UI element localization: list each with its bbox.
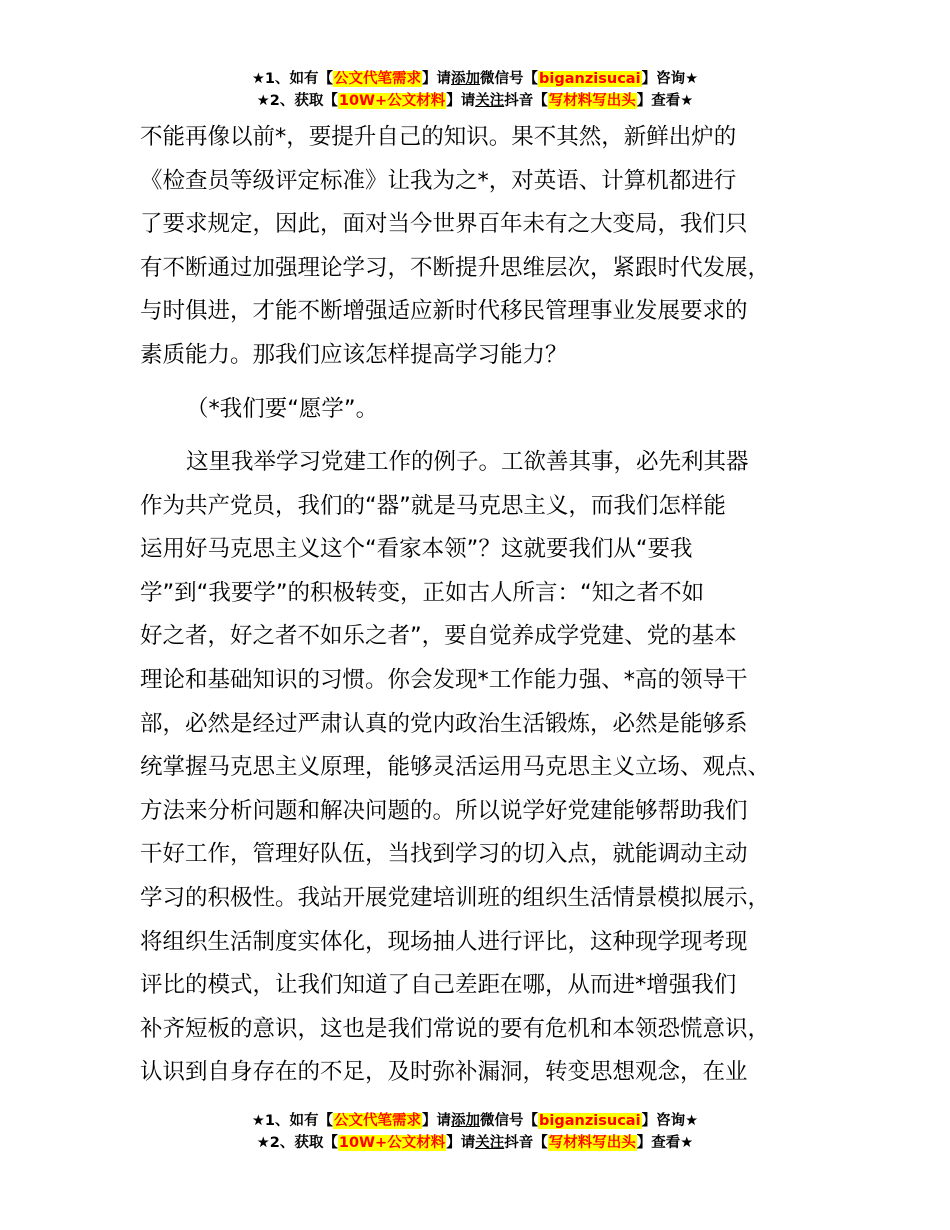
paragraph-1 — [140, 116, 832, 378]
banner-highlight: 写材料写出头 — [548, 93, 636, 109]
text-line: 部，必然是经过严肃认真的党内政治生活锻炼，必然是能够系 — [140, 710, 748, 737]
banner-emphasis: 添加 — [451, 1113, 481, 1129]
banner-text: 】查看★ — [636, 93, 694, 109]
banner-text: 】请 — [422, 71, 452, 87]
text-line: 统掌握马克思主义原理，能够灵活运用马克思主义立场、观点、 — [140, 754, 771, 781]
paragraph-3 — [140, 441, 832, 1095]
text-line: 《检查员等级评定标准》让我为之*，对英语、计算机都进行 — [140, 167, 737, 194]
banner-text: 抖音【 — [504, 93, 548, 109]
banner-text: 】咨询★ — [641, 71, 699, 87]
text-line: 方法来分析问题和解决问题的。所以说学好党建能够帮助我们 — [140, 797, 748, 824]
paragraph-2 — [140, 388, 832, 432]
banner-text: 】请 — [422, 1113, 452, 1129]
banner-text: 抖音【 — [504, 1135, 548, 1151]
banner-text: 微信号【 — [480, 1113, 539, 1129]
text-line: 不能再像以前*，要提升自己的知识。果不其然，新鲜出炉的 — [140, 124, 737, 150]
banner-line-2 — [0, 90, 950, 112]
banner-emphasis: 添加 — [451, 71, 481, 87]
banner-highlight: 10W+公文材料 — [338, 93, 446, 109]
banner-highlight: biganzisucai — [539, 71, 641, 87]
text-line: 作为共产党员，我们的“器”就是马克思主义，而我们怎样能 — [140, 492, 726, 519]
text-line: 学”到“我要学”的积极转变，正如古人所言：“知之者不如 — [140, 579, 705, 606]
footer-banner — [0, 1110, 950, 1154]
banner-text: 微信号【 — [480, 71, 539, 87]
banner-emphasis: 关注 — [475, 93, 505, 109]
banner-emphasis: 关注 — [475, 1135, 505, 1151]
banner-line-2 — [0, 1132, 950, 1154]
header-banner — [0, 68, 950, 112]
text-line: 认识到自身存在的不足，及时弥补漏洞，转变思想观念，在业 — [140, 1059, 748, 1086]
banner-highlight: 10W+公文材料 — [338, 1135, 446, 1151]
banner-highlight: 写材料写出头 — [548, 1135, 636, 1151]
banner-text: 】咨询★ — [641, 1113, 699, 1129]
text-line: 将组织生活制度实体化，现场抽人进行评比，这种现学现考现 — [140, 928, 748, 955]
banner-text: ★2、获取【 — [256, 1135, 338, 1151]
banner-line-1 — [0, 68, 950, 90]
text-line: 运用好马克思主义这个“看家本领”？这就要我们从“要我 — [140, 536, 693, 563]
banner-line-1 — [0, 1110, 950, 1132]
text-line: 好之者，好之者不如乐之者”，要自觉养成学党建、党的基本 — [140, 623, 737, 650]
text-line: 理论和基础知识的习惯。你会发现*工作能力强、*高的领导干 — [140, 666, 748, 693]
text-line: 学习的积极性。我站开展党建培训班的组织生活情景模拟展示， — [140, 884, 771, 911]
text-line: 与时俱进，才能不断增强适应新时代移民管理事业发展要求的 — [140, 298, 748, 325]
text-line: 素质能力。那我们应该怎样提高学习能力？ — [140, 341, 568, 368]
banner-text: ★2、获取【 — [256, 93, 338, 109]
banner-text: 】请 — [446, 1135, 476, 1151]
banner-highlight: 公文代笔需求 — [334, 1113, 422, 1129]
banner-text: 】查看★ — [636, 1135, 694, 1151]
section-heading: （*我们要“愿学”。 — [186, 396, 379, 422]
banner-text: ★1、如有【 — [251, 1113, 334, 1129]
text-line: 了要求规定，因此，面对当今世界百年未有之大变局，我们只 — [140, 211, 748, 238]
banner-text: ★1、如有【 — [251, 71, 334, 87]
text-line: 干好工作，管理好队伍，当找到学习的切入点，就能调动主动 — [140, 841, 748, 868]
text-line: 补齐短板的意识，这也是我们常说的要有危机和本领恐慌意识， — [140, 1015, 771, 1042]
banner-highlight: 公文代笔需求 — [334, 71, 422, 87]
text-line: 这里我举学习党建工作的例子。工欲善其事，必先利其器 — [186, 449, 749, 475]
banner-highlight: biganzisucai — [539, 1113, 641, 1129]
text-line: 评比的模式，让我们知道了自己差距在哪，从而进*增强我们 — [140, 972, 737, 999]
text-line: 有不断通过加强理论学习，不断提升思维层次，紧跟时代发展， — [140, 254, 771, 281]
banner-text: 】请 — [446, 93, 476, 109]
